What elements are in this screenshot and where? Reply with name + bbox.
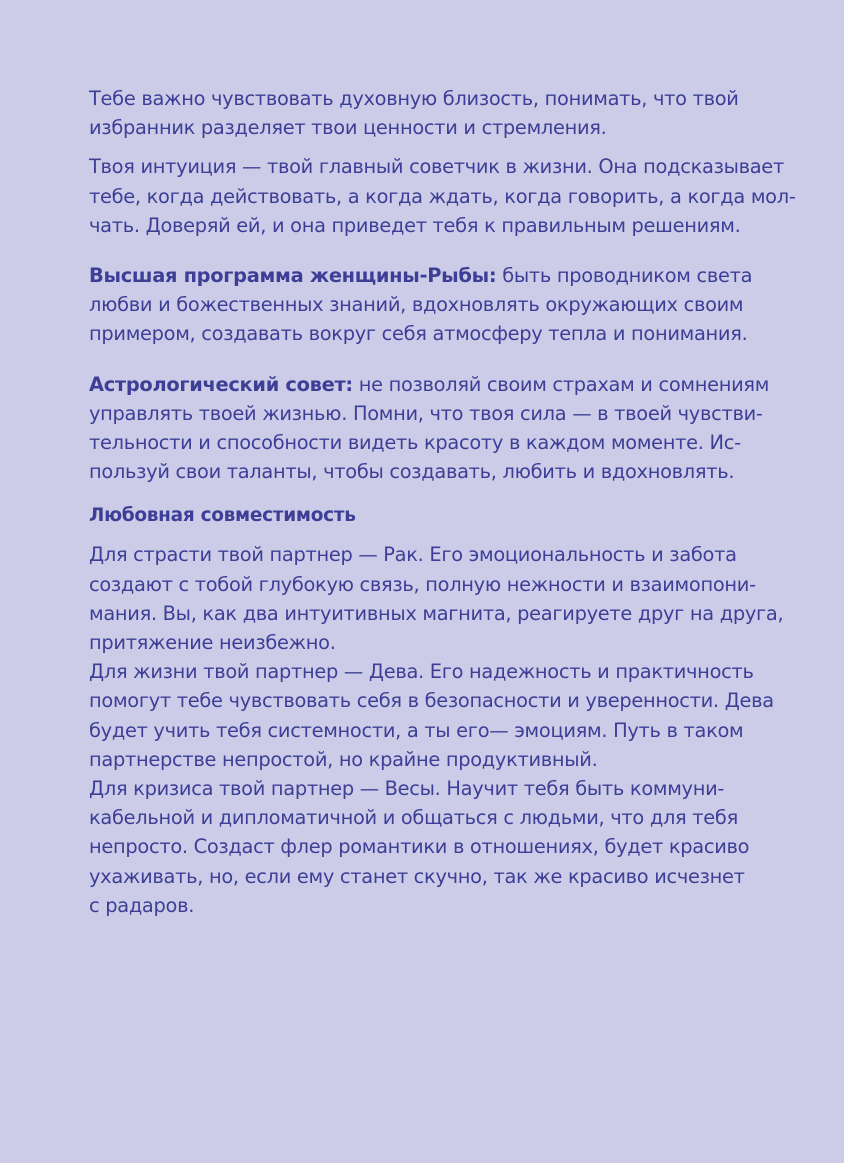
paragraph-passion-partner xyxy=(89,540,789,657)
section-heading-love-compatibility: Любовная совместимость xyxy=(89,505,356,527)
paragraph-crisis-partner xyxy=(89,774,789,920)
page-content xyxy=(89,84,796,920)
text-line: Для кризиса твой партнер — Весы. Научит тебя быть коммуни- xyxy=(89,777,725,801)
text-line: мания. Вы, как два интуитивных магнита, реагируете друг на друга, xyxy=(89,601,784,625)
text-line: управлять твоей жизнью. Помни, что твоя сила — в твоей чувстви- xyxy=(89,401,763,425)
text-line: избранник разделяет твои ценности и стремления. xyxy=(89,116,607,140)
text-line: пользуй свои таланты, чтобы создавать, любить и вдохновлять. xyxy=(89,460,735,484)
text-line: Тебе важно чувствовать духовную близость, понимать, что твой xyxy=(89,87,739,110)
higher-program-text: быть проводником света xyxy=(496,264,753,288)
text-line: с радаров. xyxy=(89,893,195,917)
text-line: притяжение неизбежно. xyxy=(89,631,336,655)
text-line xyxy=(89,261,789,290)
text-line: создают с тобой глубокую связь, полную нежности и взаимопони- xyxy=(89,572,756,596)
text-line xyxy=(89,370,789,399)
astrological-advice-label: Астрологический совет: xyxy=(89,372,353,396)
paragraph-higher-program xyxy=(89,261,789,349)
text-line: любви и божественных знаний, вдохновлять окружающих своим xyxy=(89,293,744,317)
text-line: кабельной и дипломатичной и общаться с людьми, что для тебя xyxy=(89,806,738,830)
text-line: будет учить тебя системности, а ты его— эмоциям. Путь в таком xyxy=(89,718,744,742)
text-line: непросто. Создаст флер романтики в отношениях, будет красиво xyxy=(89,835,750,859)
text-line: помогут тебе чувствовать себя в безопасности и уверенности. Дева xyxy=(89,689,774,713)
text-line: примером, создавать вокруг себя атмосферу тепла и понимания. xyxy=(89,322,748,346)
paragraph-life-partner xyxy=(89,657,789,774)
text-line: чать. Доверяй ей, и она приведет тебя к правильным решениям. xyxy=(89,213,741,237)
text-line: Для жизни твой партнер — Дева. Его надежность и практичность xyxy=(89,660,754,684)
text-line: ухаживать, но, если ему станет скучно, так же красиво исчезнет xyxy=(89,864,745,888)
paragraph-spiritual-closeness xyxy=(89,84,789,142)
paragraph-astrological-advice xyxy=(89,370,789,487)
text-line: Для страсти твой партнер — Рак. Его эмоциональность и забота xyxy=(89,543,737,567)
astrological-advice-text: не позволяй своим страхам и сомнениям xyxy=(352,372,770,396)
text-line: тебе, когда действовать, а когда ждать, когда говорить, а когда мол- xyxy=(89,184,796,208)
paragraph-intuition xyxy=(89,152,796,240)
text-line: партнерстве непростой, но крайне продуктивный. xyxy=(89,747,598,771)
text-line: тельности и способности видеть красоту в каждом моменте. Ис- xyxy=(89,431,741,455)
higher-program-label: Высшая программа женщины-Рыбы: xyxy=(89,264,497,288)
text-line: Твоя интуиция — твой главный советчик в жизни. Она подсказывает xyxy=(89,155,784,179)
